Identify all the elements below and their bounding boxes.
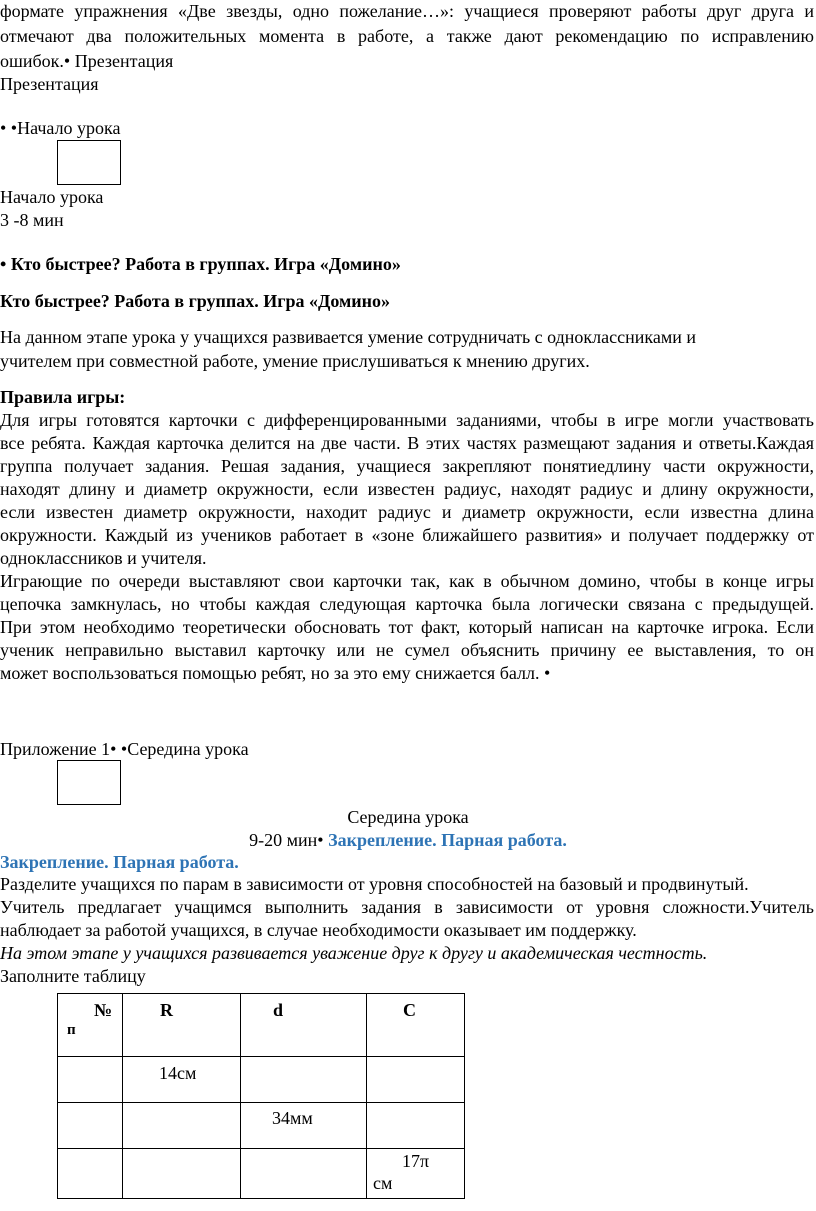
play-line: цепочка замкнулась, но чтобы каждая следующая карточка была логически связана с предыдущей. (0, 594, 814, 614)
play-last-text: может воспользоваться помощью ребят, но за это ему снижается балл. (0, 663, 544, 683)
table-cell-c (367, 1149, 465, 1199)
table-header-c-text: C (403, 1000, 416, 1020)
domino-title-repeat: Кто быстрее? Работа в группах. Игра «Домино» (0, 291, 391, 311)
play-line: Играющие по очереди выставляют свои карточки так, как в обычном домино, чтобы в конце игры (0, 571, 814, 591)
table-header-c (367, 994, 465, 1057)
table-cell (123, 1149, 241, 1199)
lesson-start-time: 3 -8 мин (0, 210, 64, 230)
image-placeholder-box (57, 140, 121, 185)
intro-line-1: формате упражнения «Две звезды, одно пожелание…»: учащиеся проверяют работы друг друга и (0, 1, 814, 21)
lesson-start-caption: Начало урока (0, 187, 104, 207)
consolidation-title-inline: Закрепление. Парная работа. (323, 830, 567, 850)
rules-line: Для игры готовятся карточки с дифференцированными заданиями, чтобы в игре могли участвовать (0, 410, 814, 430)
table-cell (58, 1103, 123, 1149)
intro-line-3 (0, 50, 173, 73)
rules-line: группа получает задания. Решая задания, учащиеся закрепляют понятиедлину части окружности, (0, 456, 814, 476)
play-last-line (0, 662, 550, 685)
table-cell (367, 1057, 465, 1103)
bullet-icon: • (63, 51, 71, 71)
consolidation-title: Закрепление. Парная работа. (0, 852, 239, 872)
pair-work-line-3: наблюдает за работой учащихся, в случае необходимости оказывает им поддержку. (0, 920, 637, 940)
play-line: ученик неправильно выставил карточку или не сумел объяснить причину ее выставления, то он (0, 640, 814, 660)
bullet-icon: • (0, 254, 7, 274)
domino-title-bulleted (0, 253, 401, 276)
lesson-start-label: Начало урока (17, 118, 121, 138)
lesson-middle-time: 9-20 мин (249, 830, 318, 850)
play-line: При этом необходимо теоретически обосновать тот факт, который написан на карточке игрока. Если (0, 617, 814, 637)
table-cell (58, 1057, 123, 1103)
table-header-d (241, 994, 367, 1057)
table-row (58, 1103, 465, 1149)
intro-line-2: отмечают два положительных момента в работе, а также дают рекомендацию по исправлению (0, 26, 814, 46)
intro-line-3-text: ошибок. (0, 51, 64, 71)
presentation-label: Презентация (0, 74, 99, 94)
appendix-text: Приложение 1 (0, 739, 111, 759)
table-header-d-text: d (273, 1000, 284, 1020)
lesson-middle-time-line (0, 829, 816, 852)
domino-goal-line-2: учителем при совместной работе, умение прислушиваться к мнению других. (0, 351, 590, 371)
table-cell-r (123, 1057, 241, 1103)
table-cell-c-value: 17π (402, 1151, 430, 1171)
table-cell (58, 1149, 123, 1199)
rules-line: все ребята. Каждая карточка делится на две части. В этих частях размещают задания и ответы.Каждая (0, 433, 814, 453)
fill-table-label: Заполните таблицу (0, 966, 146, 986)
domino-title: Кто быстрее? Работа в группах. Игра «Домино» (10, 254, 401, 274)
bullet-icon: • • (0, 118, 18, 138)
appendix-line (0, 738, 249, 761)
pair-work-italic: На этом этапе у учащихся развивается уважение друг к другу и академическая честность. (0, 943, 708, 963)
rules-line: окружности. Каждый из учеников работает в «зоне ближайшего развития» и получает поддержку от (0, 525, 814, 545)
image-placeholder-box (57, 760, 121, 805)
bullet-icon: • (317, 830, 324, 850)
table-cell-d-value: 34мм (272, 1108, 313, 1128)
table-cell (123, 1103, 241, 1149)
table-row (58, 1149, 465, 1199)
bullet-icon: • • (110, 739, 128, 759)
table-cell (241, 1057, 367, 1103)
rules-last-line: одноклассников и учителя. (0, 548, 207, 568)
lesson-middle-caption: Середина урока (347, 807, 469, 827)
table-cell-d (241, 1103, 367, 1149)
pair-work-line-1: Разделите учащихся по парам в зависимости от уровня способностей на базовый и продвинутый. (0, 874, 749, 894)
bullet-icon: • (543, 663, 551, 683)
fill-table (57, 993, 465, 1199)
rules-heading: Правила игры: (0, 387, 126, 407)
table-header-number (58, 994, 123, 1057)
table-cell (241, 1149, 367, 1199)
domino-goal-line-1: На данном этапе урока у учащихся развивается умение сотрудничать с одноклассниками и (0, 327, 696, 347)
table-row (58, 1057, 465, 1103)
rules-line: находят длину и диаметр окружности, если известен радиус, находят радиус и длину окружности, (0, 479, 814, 499)
table-row (58, 994, 465, 1057)
table-cell (367, 1103, 465, 1149)
rules-line: если известен диаметр окружности, находит радиус и диаметр окружности, если известна длина (0, 502, 814, 522)
appendix-label: Середина урока (127, 739, 249, 759)
table-header-r (123, 994, 241, 1057)
table-header-number-bottom: п (67, 1022, 76, 1038)
presentation-inline: Презентация (70, 51, 174, 71)
table-header-r-text: R (160, 1000, 173, 1020)
lesson-start-heading (0, 117, 121, 140)
pair-work-line-2: Учитель предлагает учащимся выполнить задания в зависимости от уровня сложности.Учитель (0, 897, 814, 917)
table-cell-r-value: 14см (159, 1063, 197, 1083)
table-header-number-top: № (94, 1000, 113, 1020)
table-cell-c-unit: см (373, 1173, 393, 1193)
